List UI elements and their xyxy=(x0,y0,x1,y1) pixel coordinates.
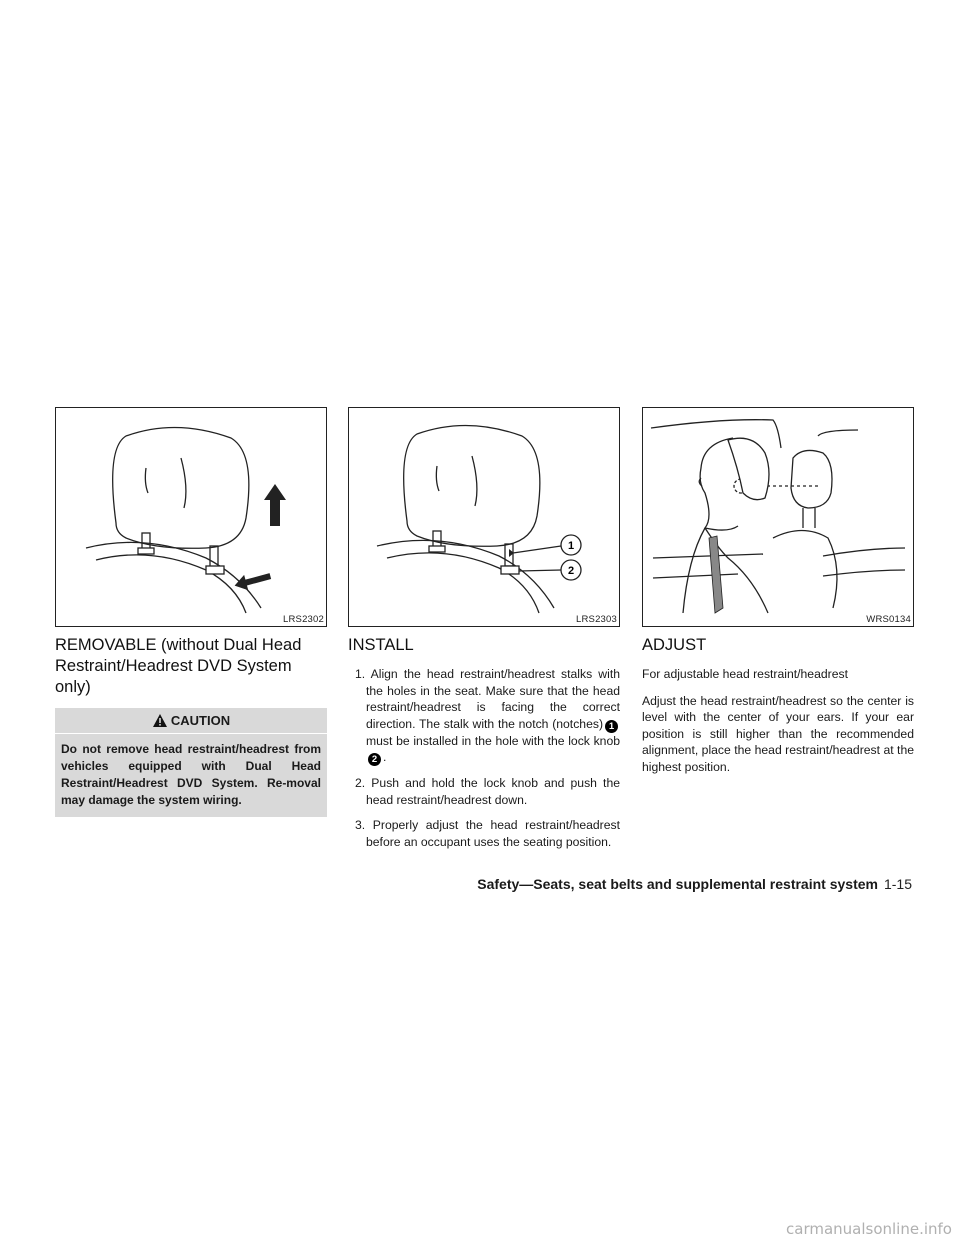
headrest-removal-illustration xyxy=(56,408,326,626)
watermark: carmanualsonline.info xyxy=(786,1220,952,1238)
column-removable xyxy=(55,407,327,817)
adjust-instructions: Adjust the head restraint/headrest so the center is level with the center of your ears. If your ear position is still higher than the recommended alignment, place the head restraint/headrest at the highest position. xyxy=(642,693,914,774)
caution-header xyxy=(55,708,327,733)
callout-1-label: 1 xyxy=(567,540,575,552)
headrest-install-illustration xyxy=(349,408,619,626)
figure-code: WRS0134 xyxy=(866,614,911,625)
arrow-up-icon xyxy=(264,484,286,526)
section-heading-install: INSTALL xyxy=(348,636,414,654)
section-heading-adjust: ADJUST xyxy=(642,636,707,654)
page-footer xyxy=(477,876,912,892)
callout-2-icon: 2 xyxy=(368,753,381,766)
column-adjust xyxy=(642,407,914,785)
figure-headrest-install xyxy=(348,407,620,627)
caution-label: CAUTION xyxy=(170,713,231,728)
callout-1-icon: 1 xyxy=(605,720,618,733)
caution-text: Do not remove head restraint/headrest from vehicles equipped with Dual Head Restraint/Headrest DVD System. Re-moval may damage the system wiring. xyxy=(61,742,321,807)
warning-triangle-icon xyxy=(152,713,168,728)
figure-headrest-removal xyxy=(55,407,327,627)
page-number: 1-15 xyxy=(883,876,912,892)
list-item: 3. Properly adjust the head restraint/headrest before an occupant uses the seating position. xyxy=(355,818,620,849)
section-heading-removable: REMOVABLE (without Dual Head Restraint/Headrest DVD System only) xyxy=(55,636,302,696)
callout-2-label: 2 xyxy=(567,565,575,577)
list-item: 1. Align the head restraint/headrest stalks with the holes in the seat. Make sure that the head restraint/headrest is facing the correct direction. The stalk with the notch (notches) 1must be installed in the hole with the lock knob2 . xyxy=(355,667,620,765)
figure-code: LRS2303 xyxy=(575,614,617,625)
install-steps xyxy=(348,666,620,850)
footer-section-title: Safety—Seats, seat belts and supplemental restraint system xyxy=(477,876,878,892)
figure-headrest-adjust xyxy=(642,407,914,627)
figure-code: LRS2302 xyxy=(282,614,324,625)
adjust-intro: For adjustable head restraint/headrest xyxy=(642,667,848,681)
column-install xyxy=(348,407,620,859)
headrest-adjust-illustration xyxy=(643,408,913,626)
list-item: 2. Push and hold the lock knob and push the head restraint/headrest down. xyxy=(355,776,620,807)
caution-box xyxy=(55,708,327,817)
